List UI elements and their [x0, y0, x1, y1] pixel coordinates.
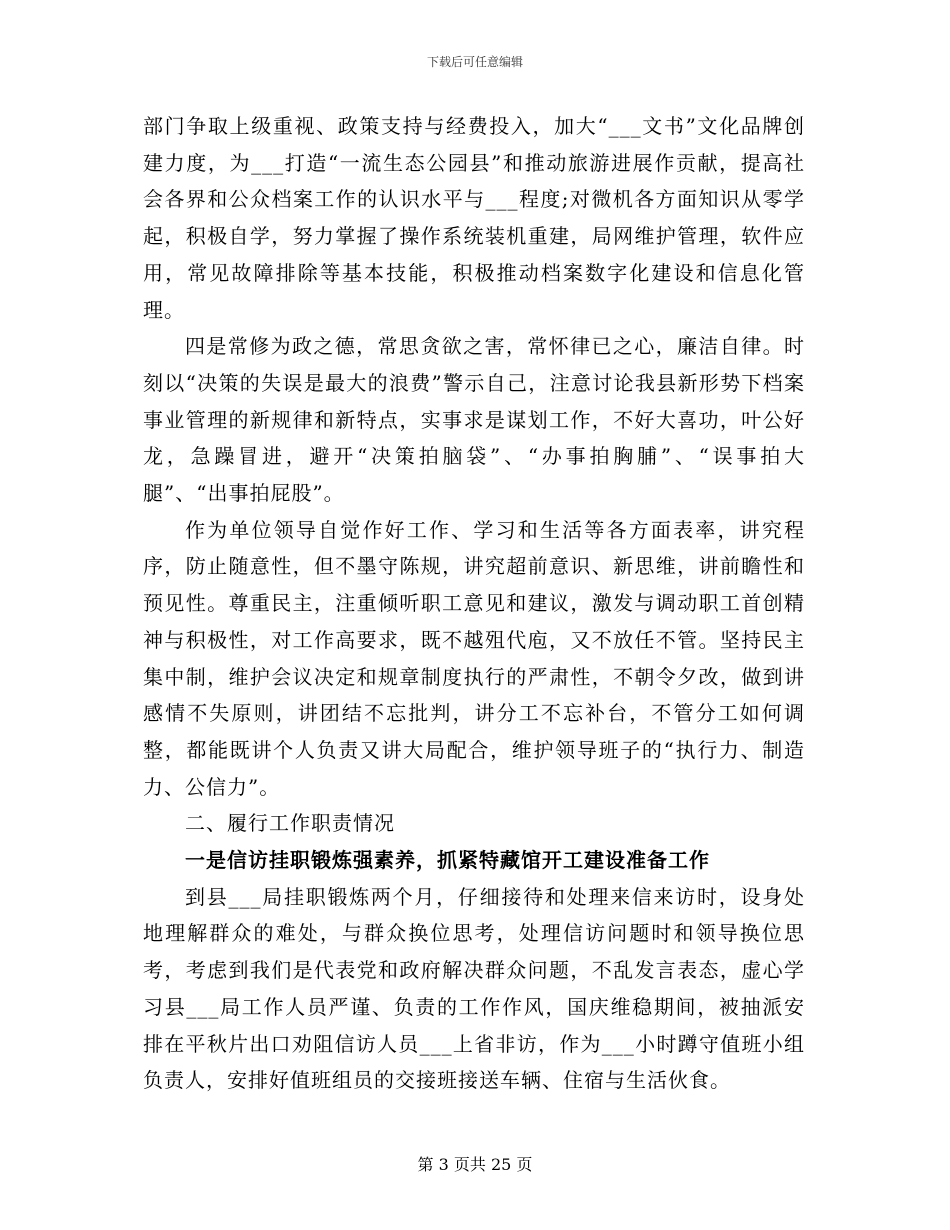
document-body — [143, 108, 805, 1099]
page-footer: 第 3 页共 25 页 — [417, 1155, 533, 1174]
header-note: 下载后可任意编辑 — [426, 55, 523, 69]
paragraph-self-discipline: 四是常修为政之德，常思贪欲之害，常怀律已之心，廉洁自律。时刻以“决策的失误是最大的浪费”警示自己，注意讨论我县新形势下档案事业管理的新规律和新特点，实事求是谋划工作，不好大喜功，叶公好龙，急躁冒进，避开“决策拍脑袋”、“办事拍胸脯”、“误事拍大腿”、“出事拍屁股”。 — [143, 334, 805, 506]
paragraph-continued: 部门争取上级重视、政策支持与经费投入，加大“___文书”文化品牌创建力度，为___打造“一流生态公园县”和推动旅游进展作贡献，提高社会各界和公众档案工作的认识水平与___程度;对微机各方面知识从零学起，积极自学，努力掌握了操作系统装机重建，局网维护管理，软件应用，常见故障排除等基本技能，积极推动档案数字化建设和信息化管理。 — [143, 114, 805, 322]
paragraph-petition-work: 到县___局挂职锻炼两个月，仔细接待和处理来信来访时，设身处地理解群众的难处，与群众换位思考，处理信访问题时和领导换位思考，考虑到我们是代表党和政府解决群众问题，不乱发言表态，虚心学习县___局工作人员严谨、负责的工作作风，国庆维稳期间，被抽派安排在平秋片出口劝阻信访人员___上省非访，作为___小时蹲守值班小组负责人，安排好值班组员的交接班接送车辆、住宿与生活伙食。 — [143, 884, 805, 1093]
subsection-heading: 一是信访挂职锻炼强素养，抓紧特藏馆开工建设准备工作 — [185, 848, 710, 873]
section-heading: 二、履行工作职责情况 — [185, 811, 395, 836]
paragraph-leadership: 作为单位领导自觉作好工作、学习和生活等各方面表率，讲究程序，防止随意性，但不墨守陈规，讲究超前意识、新思维，讲前瞻性和预见性。尊重民主，注重倾听职工意见和建议，激发与调动职工首创精神与积极性，对工作高要求，既不越殂代庖，又不放任不管。坚持民主集中制，维护会议决定和规章制度执行的严肃性，不朝令夕改，做到讲感情不失原则，讲团结不忘批判，讲分工不忘补台，不管分工如何调整，都能既讲个人负责又讲大局配合，维护领导班子的“执行力、制造力、公信力”。 — [143, 517, 805, 799]
